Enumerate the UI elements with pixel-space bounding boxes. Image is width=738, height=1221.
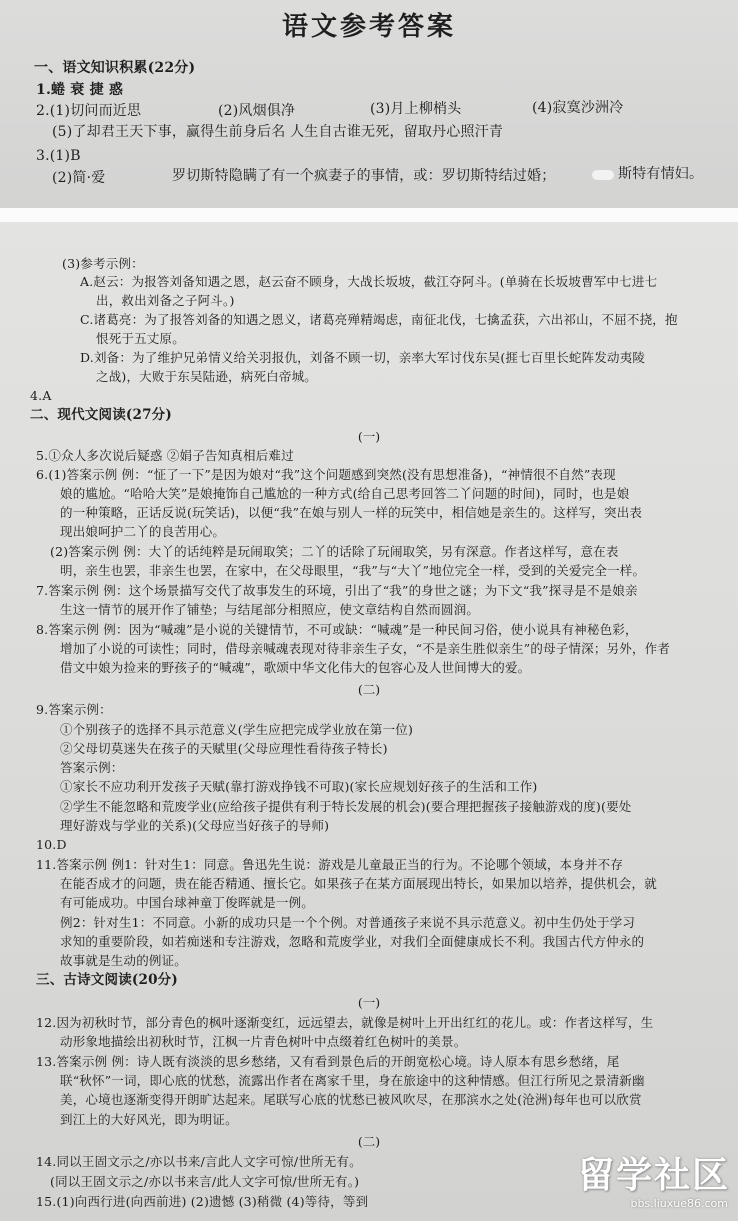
answer-line: 11.答案示例 例1：针对生1：同意。鲁迅先生说：游戏是儿童最正当的行为。不论哪个领域，本身并不存 [36,857,624,872]
watermark-url: bbs.liuxue86.com [630,1197,728,1210]
answer-line: 借文中娘为捡来的野孩子的“喊魂”，歌颂中华文化伟大的包容心及人世间博大的爱。 [60,660,531,675]
answer-line: 4.A [30,388,52,403]
answer-line: 14.同以王固文示之/亦以书来/言此人文字可惊/世所无有。 [36,1154,362,1169]
subsection-marker: (二) [357,682,381,697]
watermark-logo: 留学社区 [577,1155,730,1196]
answer-page-photo-bottom [0,222,738,1221]
answer-line: 之战)，大败于东吴陆逊，病死白帝城。 [96,369,317,384]
answer-line: 斯特有情妇。 [618,166,704,182]
answer-line: 1.蜷 衰 捷 惑 [36,82,124,98]
section-heading-classical-reading: 三、古诗文阅读(20分) [36,972,178,988]
answer-line: 例2：针对生1：不同意。小新的成功只是一个个例。对普通孩子来说不具示范意义。初中生仍处于学习 [60,915,636,930]
answer-line: 到江上的大好风光，即为明证。 [60,1112,238,1127]
answer-line: 9.答案示例： [36,702,112,717]
answer-line: 的一种策略，正话反说(玩笑话)，以便“我”在娘与别人一样的玩笑中，相信她是亲生的。这样写，突出表 [60,505,643,520]
subsection-marker: (一) [357,429,381,444]
answer-line: 出，救出刘备之子阿斗。) [96,293,235,308]
answer-line: 故事就是生动的例证。 [60,953,188,968]
answer-line: 13.答案示例 例：诗人既有淡淡的思乡愁绪，又有看到景色后的开朗宽松心境。诗人原本有思乡愁绪，尾 [36,1054,620,1069]
answer-line: 2.(1)切问而近思 [36,103,142,119]
answer-line: (2)简·爱 [52,170,106,186]
answer-line: 恨死于五丈原。 [96,331,185,346]
site-watermark [554,1155,730,1215]
answer-line: 6.(1)答案示例 例：“怔了一下”是因为娘对“我”这个问题感到突然(没有思想准备)，“神情很不自然”表现 [36,467,616,482]
answer-line: 在能否成才的问题，贵在能否精通、擅长它。如果孩子在某方面展现出特长，如果加以培养，提供机会，就 [60,876,657,891]
answer-line: 生这一情节的展开作了铺垫；与结尾部分相照应，使文章结构自然而圆润。 [60,602,480,617]
answer-line: ②学生不能忽略和荒废学业(应给孩子提供有利于特长发展的机会)(要合理把握孩子接触游戏的度)(要处 [60,799,632,814]
subsection-marker: (一) [357,995,381,1010]
answer-line: C.诸葛亮：为了报答刘备的知遇之恩义，诸葛亮殚精竭虑，南征北伐，七擒孟获，六出祁山，不屈不挠，抱 [80,312,678,327]
answer-line: 理好游戏与学业的关系)(父母应当好孩子的导师) [60,818,330,833]
answer-line: D.刘备：为了维护兄弟情义给关羽报仇，刘备不顾一切，亲率大军讨伐东吴(捱七百里长蛇阵发动夷陵 [80,350,646,365]
answer-line: 求知的重要阶段，如若痴迷和专注游戏，忽略和荒废学业，对我们全面健康成长不利。我国古代方仲永的 [60,934,645,949]
answer-line: 有可能成功。中国台球神童丁俊晖就是一例。 [60,895,315,910]
answer-line: (3)参考示例： [62,256,144,271]
answer-line: 增加了小说的可读性；同时，借母亲喊魂表现对待非亲生子女，“不是亲生胜似亲生”的母子情深；另外，作者 [60,641,671,656]
glare-spot [592,170,614,180]
answer-line: 10.D [36,837,67,852]
answer-line: (同以王固文示之/亦以书来言/此人文字可惊/世所无有。) [50,1174,360,1189]
section-heading-modern-reading: 二、现代文阅读(27分) [30,407,172,423]
answer-line: 12.因为初秋时节，部分青色的枫叶逐渐变红，远远望去，就像是树叶上开出红红的花儿。或：作者这样写，生 [36,1015,654,1030]
section-heading-knowledge: 一、语文知识积累(22分) [34,60,196,76]
answer-line: 罗切斯特隐瞒了有一个疯妻子的事情，或：罗切斯特结过婚； [172,168,556,184]
answer-page-photo-top [0,0,738,208]
subsection-marker: (二) [357,1134,381,1149]
answer-line: ①家长不应功利开发孩子天赋(靠打游戏挣钱不可取)(家长应规划好孩子的生活和工作) [60,779,538,794]
page-title: 语文参考答案 [281,12,456,42]
answer-line: 明，亲生也罢，非亲生也罢，在家中，在父母眼里，“我”与“大丫”地位完全一样，受到的关爱完全一样。 [60,563,646,578]
answer-line: (5)了却君王天下事，赢得生前身后名 人生自古谁无死，留取丹心照汗青 [52,124,504,140]
answer-line: (3)月上柳梢头 [370,101,462,117]
answer-line: A.赵云：为报答刘备知遇之恩，赵云奋不顾身，大战长坂坡，截江夺阿斗。(单骑在长坂坡曹军中七进七 [80,274,658,289]
answer-line: 8.答案示例 例：因为“喊魂”是小说的关键情节，不可或缺：“喊魂”是一种民间习俗，使小说具有神秘色彩， [36,622,638,637]
answer-line: (2)风烟俱净 [218,103,296,119]
answer-line: (2)答案示例 例：大丫的话纯粹是玩闹取笑；二丫的话除了玩闹取笑，另有深意。作者这样写，意在表 [50,544,619,559]
answer-line: 7.答案示例 例：这个场景描写交代了故事发生的环境，引出了“我”的身世之谜；为下文“我”探寻是不是娘亲 [36,583,638,598]
answer-line: ②父母切莫迷失在孩子的天赋里(父母应理性看待孩子特长) [60,741,388,756]
answer-line: 5.①众人多次说后疑惑 ②娟子告知真相后难过 [36,448,294,463]
answer-line: (4)寂寞沙洲冷 [532,100,624,116]
answer-line: 联“秋怀”一词，即心底的忧愁，流露出作者在离家千里，身在旅途中的这种情感。但江行所见之景清新幽 [60,1073,645,1088]
answer-line: 3.(1)B [36,148,81,164]
answer-line: 现出娘呵护二丫的良苦用心。 [60,524,226,539]
answer-line: ①个别孩子的选择不具示范意义(学生应把完成学业放在第一位) [60,722,414,737]
answer-line: 动形象地描绘出初秋时节，江枫一片青色树叶中点缀着红色树叶的美景。 [60,1034,467,1049]
answer-line: 美，心境也逐渐变得开朗旷达起来。尾联写心底的忧愁已被风吹尽，在那滨水之处(沧洲)每年也可以欣赏 [60,1092,642,1107]
answer-line: 15.(1)向西行进(向西前进) (2)遗憾 (3)稍微 (4)等待，等到 [36,1194,369,1209]
answer-line: 答案示例： [60,760,124,775]
answer-line: 娘的尴尬。“哈哈大笑”是娘掩饰自己尴尬的一种方式(给自己思考回答二丫问题的时间)，同时，也是娘 [60,486,630,501]
